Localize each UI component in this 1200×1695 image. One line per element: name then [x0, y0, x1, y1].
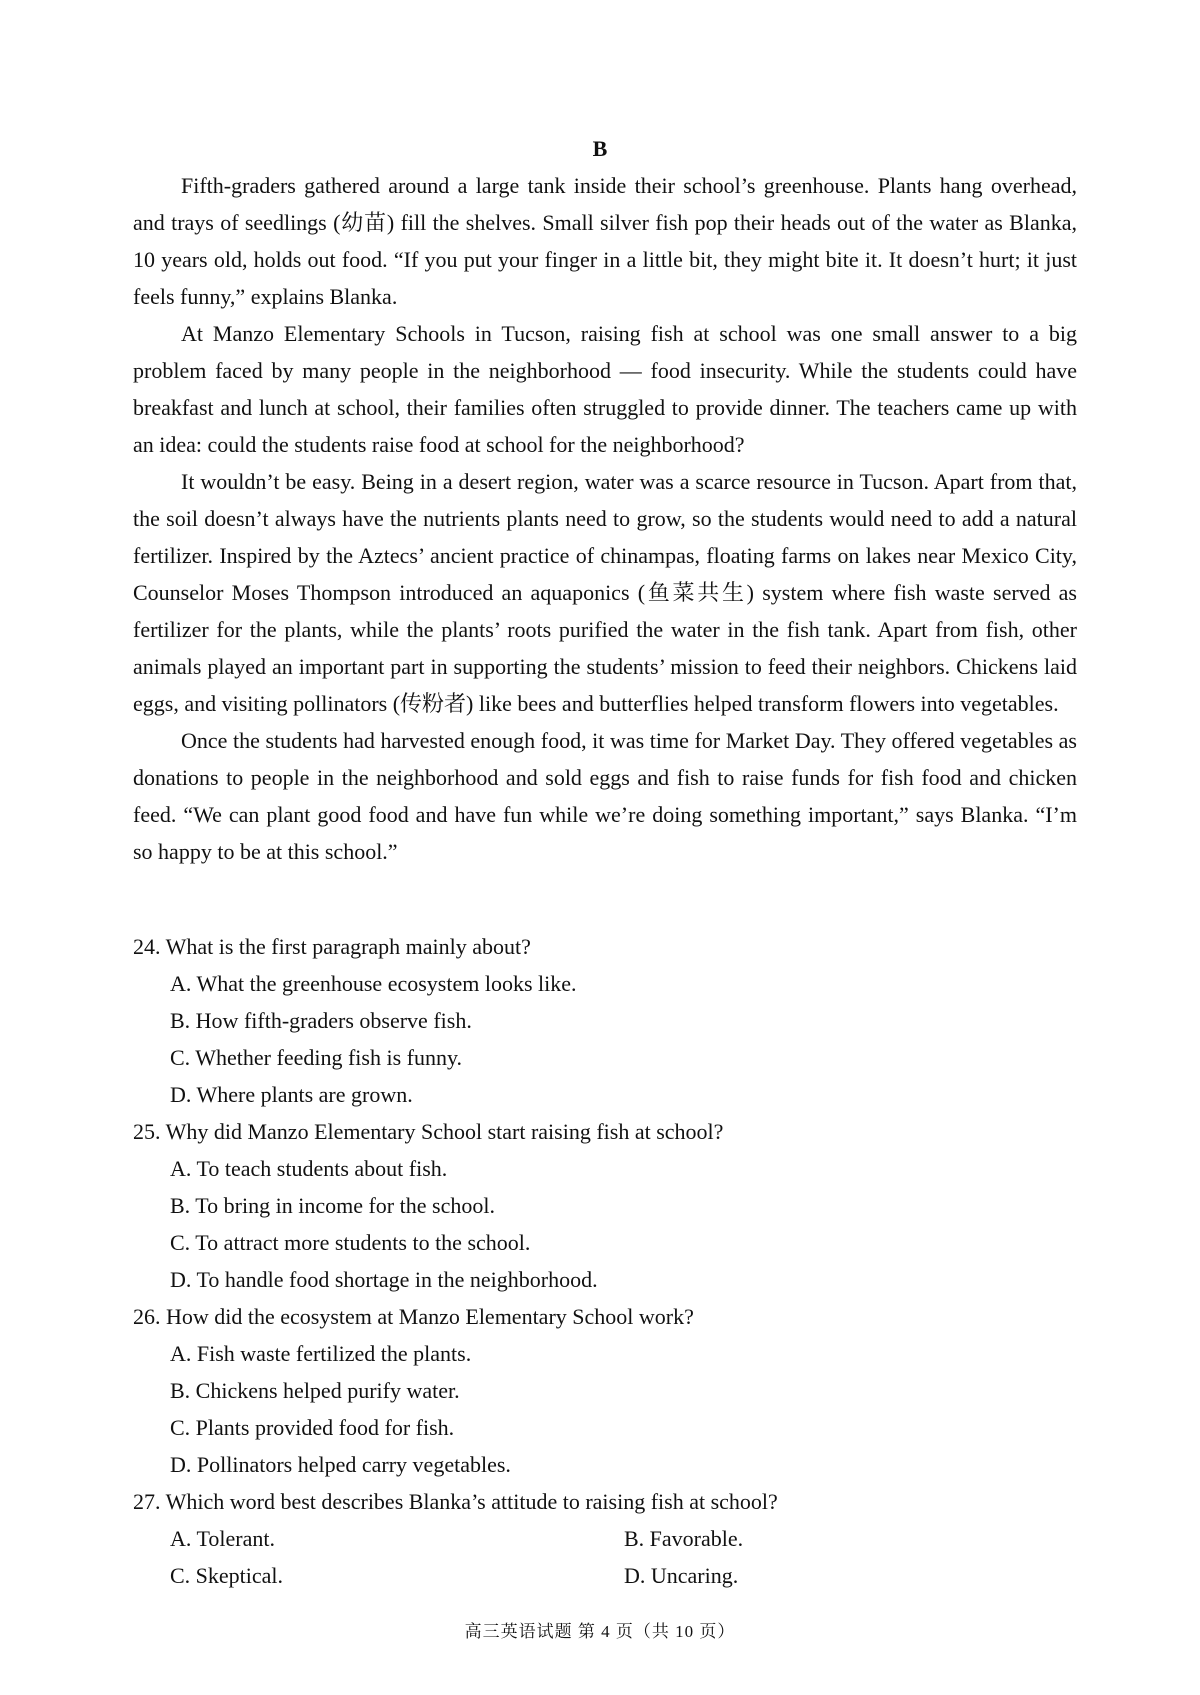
question-25	[133, 1113, 1077, 1298]
question-stem: 25. Why did Manzo Elementary School start raising fish at school?	[133, 1119, 724, 1144]
passage-paragraph: At Manzo Elementary Schools in Tucson, raising fish at school was one small answer to a big problem faced by many people in the neighborhood — food insecurity. While the students could have breakfast and lunch at school, their families often struggled to provide dinner. The teachers came up with an idea: could the students raise food at school for the neighborhood?	[133, 321, 1077, 457]
option-b: B. Favorable.	[624, 1526, 744, 1551]
answer-options	[170, 1520, 1077, 1594]
option-a: A. What the greenhouse ecosystem looks like.	[170, 971, 577, 996]
answer-options	[170, 1150, 1077, 1298]
passage-paragraph: Fifth-graders gathered around a large tank inside their school’s greenhouse. Plants hang overhead, and trays of seedlings (幼苗) fill the shelves. Small silver fish pop their heads out of the water as Blanka, 10 years old, holds out food. “If you put your finger in a little bit, they might bite it. It doesn’t hurt; it just feels funny,” explains Blanka.	[133, 173, 1077, 309]
option-a: A. To teach students about fish.	[170, 1156, 448, 1181]
option-c: C. Whether feeding fish is funny.	[170, 1045, 463, 1070]
passage-paragraph: Once the students had harvested enough food, it was time for Market Day. They offered vegetables as donations to people in the neighborhood and sold eggs and fish to raise funds for fish food and chicken feed. “We can plant good food and have fun while we’re doing something important,” says Blanka. “I’m so happy to be at this school.”	[133, 728, 1077, 864]
answer-options	[170, 1335, 1077, 1483]
question-stem: 26. How did the ecosystem at Manzo Elementary School work?	[133, 1304, 694, 1329]
option-b: B. How fifth-graders observe fish.	[170, 1008, 472, 1033]
option-c: C. Plants provided food for fish.	[170, 1415, 455, 1440]
answer-options	[170, 965, 1077, 1113]
option-c: C. To attract more students to the school.	[170, 1230, 531, 1255]
option-d: D. Where plants are grown.	[170, 1082, 413, 1107]
option-a: A. Tolerant.	[170, 1526, 275, 1551]
option-d: D. Uncaring.	[624, 1563, 739, 1588]
option-d: D. To handle food shortage in the neighborhood.	[170, 1267, 598, 1292]
option-d: D. Pollinators helped carry vegetables.	[170, 1452, 511, 1477]
reading-passage	[133, 167, 1077, 870]
option-b: B. Chickens helped purify water.	[170, 1378, 460, 1403]
option-b: B. To bring in income for the school.	[170, 1193, 495, 1218]
question-24	[133, 928, 1077, 1113]
question-26	[133, 1298, 1077, 1483]
page-footer: 高三英语试题 第 4 页（共 10 页）	[464, 1622, 736, 1641]
question-stem: 27. Which word best describes Blanka’s attitude to raising fish at school?	[133, 1489, 778, 1514]
question-stem: 24. What is the first paragraph mainly about?	[133, 934, 531, 959]
option-c: C. Skeptical.	[170, 1563, 284, 1588]
question-27	[133, 1483, 1077, 1594]
option-a: A. Fish waste fertilized the plants.	[170, 1341, 472, 1366]
section-title: B	[592, 136, 608, 161]
question-list	[133, 928, 1077, 1594]
passage-paragraph: It wouldn’t be easy. Being in a desert region, water was a scarce resource in Tucson. Apart from that, the soil doesn’t always have the nutrients plants need to grow, so the students would need to add a natural fertilizer. Inspired by the Aztecs’ ancient practice of chinampas, floating farms on lakes near Mexico City, Counselor Moses Thompson introduced an aquaponics (鱼菜共生) system where fish waste served as fertilizer for the plants, while the plants’ roots purified the water in the fish tank. Apart from fish, other animals played an important part in supporting the students’ mission to feed their neighbors. Chickens laid eggs, and visiting pollinators (传粉者) like bees and butterflies helped transform flowers into vegetables.	[133, 469, 1077, 716]
